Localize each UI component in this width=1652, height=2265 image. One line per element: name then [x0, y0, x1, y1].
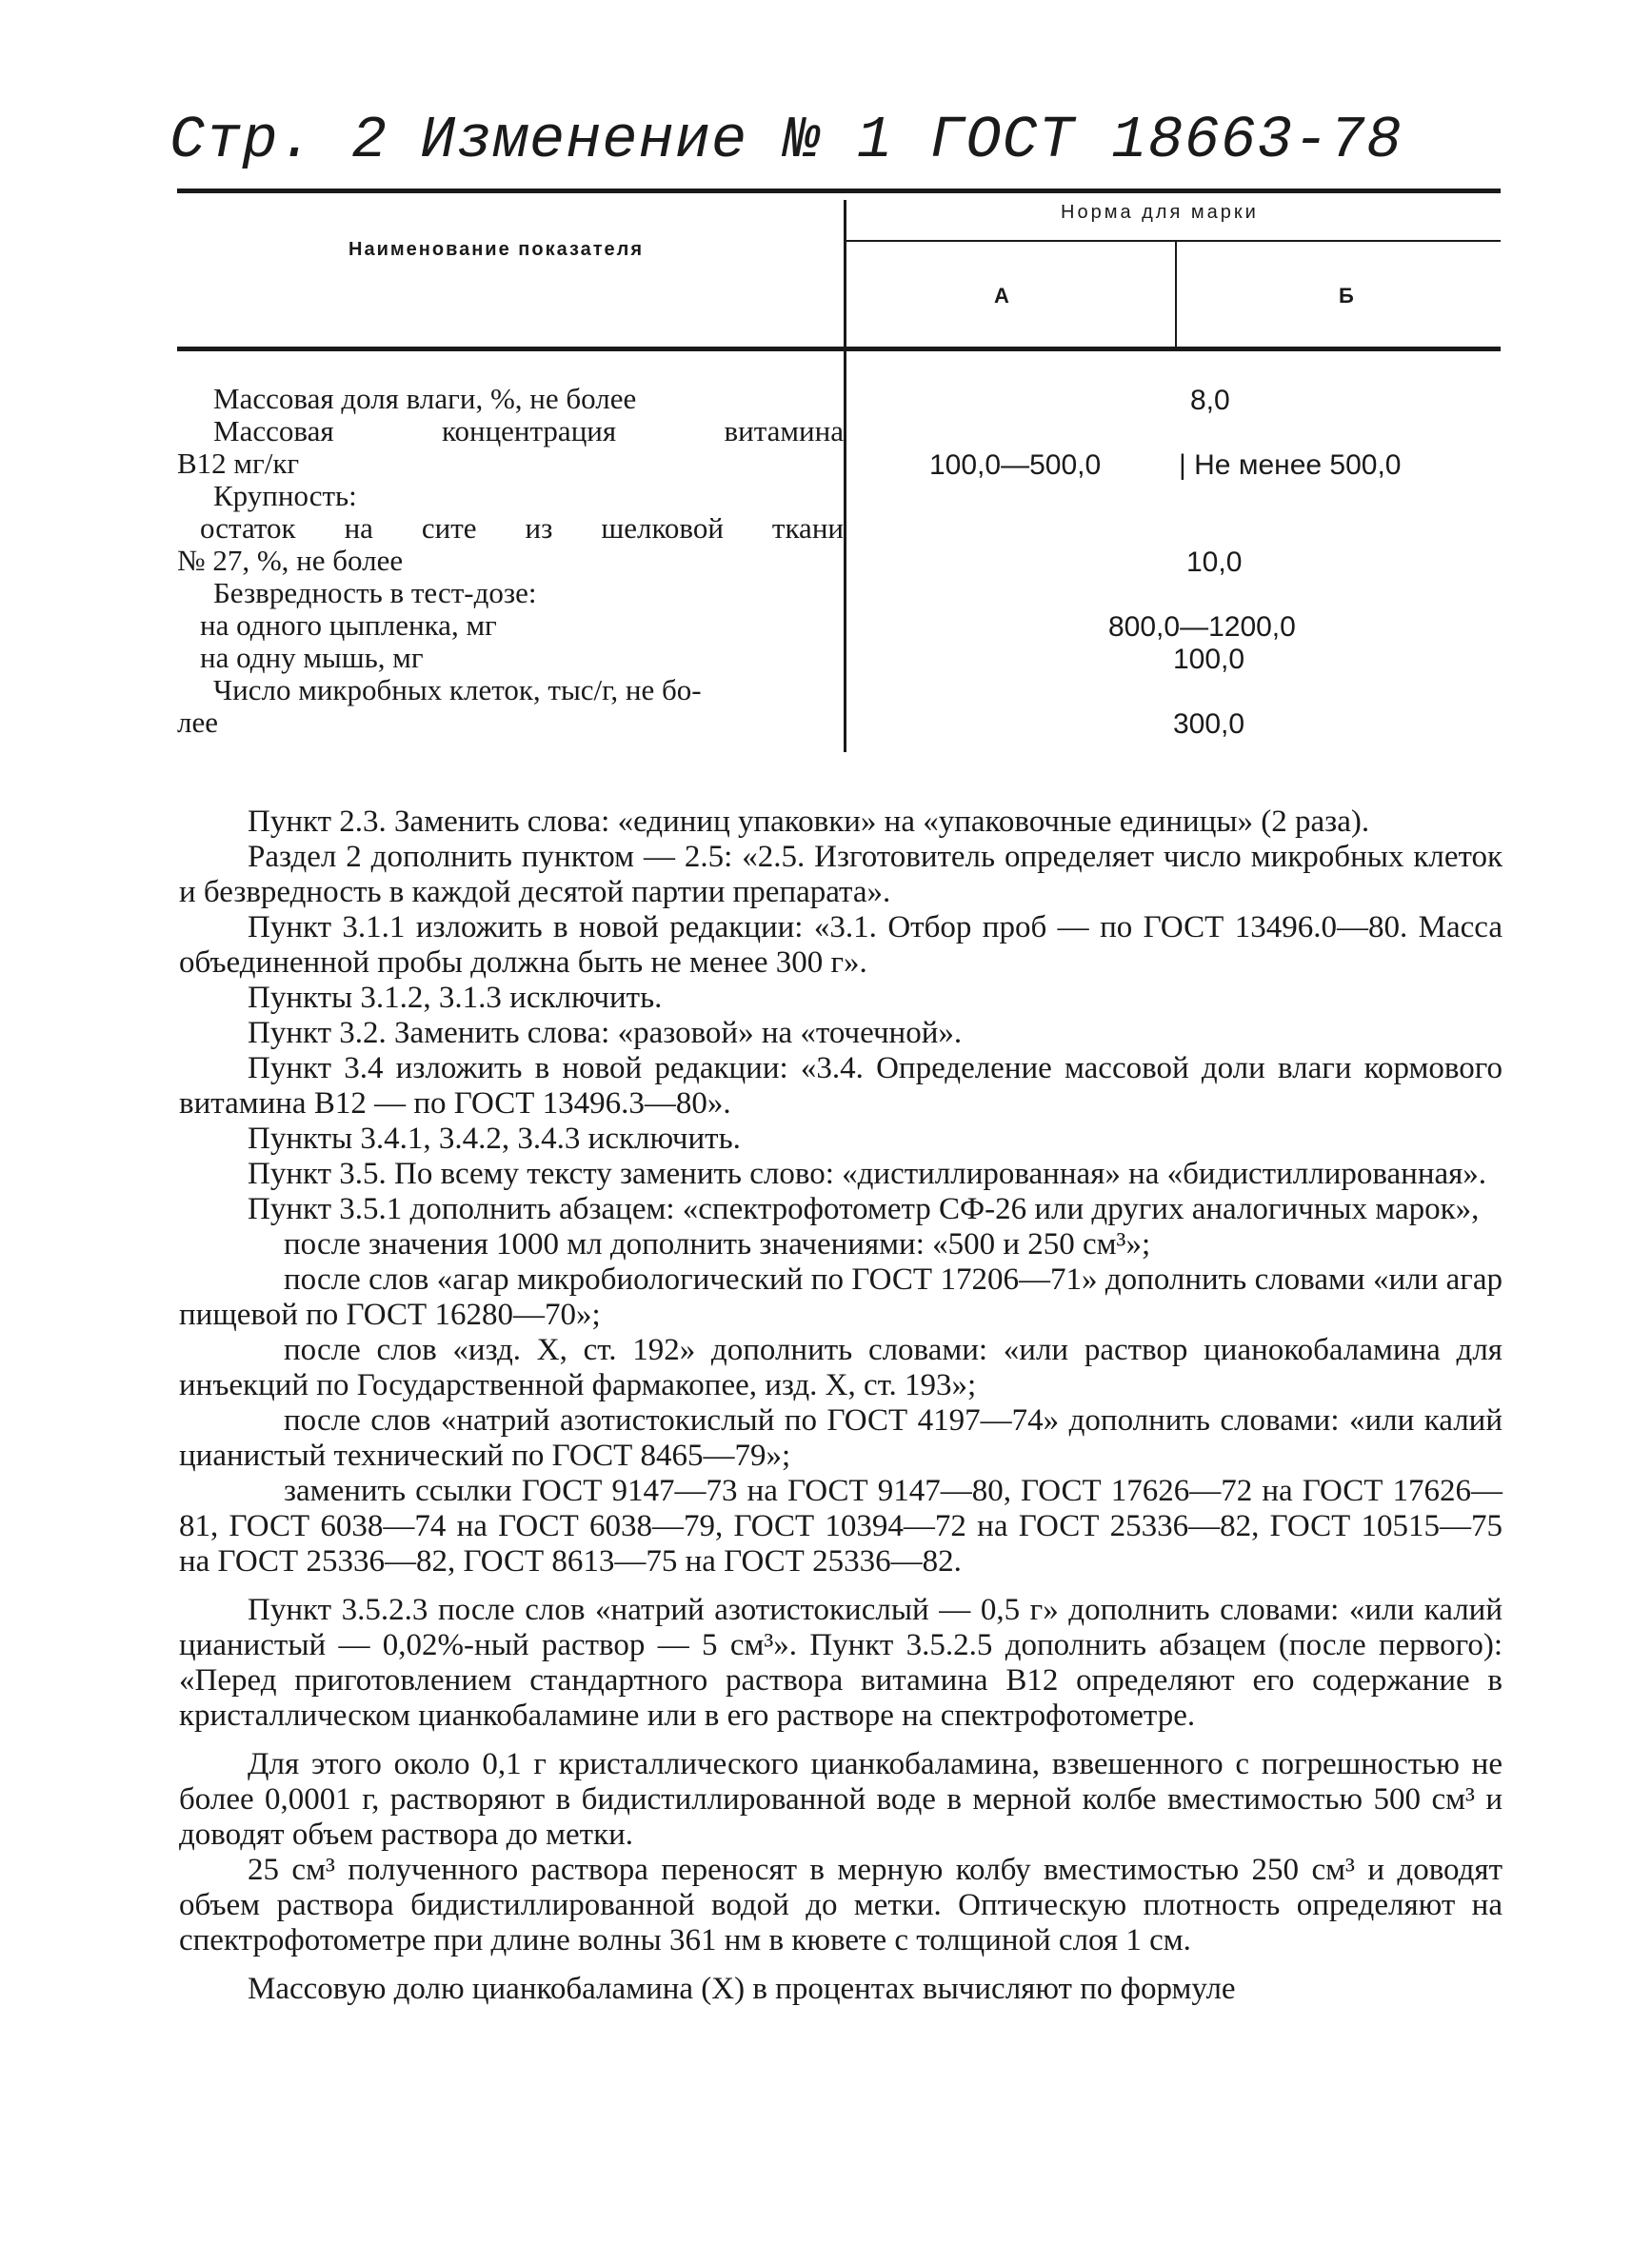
paragraph: Пункт 2.3. Заменить слова: «единиц упаковки» на «упаковочные единицы» (2 раза). — [248, 805, 1370, 839]
row-mouse-label: на одну мышь, мг — [200, 641, 424, 674]
row-chick-label: на одного цыпленка, мг — [200, 608, 497, 642]
table-header-rule — [177, 347, 1501, 351]
paragraph: 25 см³ полученного раствора переносят в мерную колбу вместимостью 250 см³ и доводят объем раствора бидистиллированной водой до метки. Оптическую плотность определяют на спектрофотометре при длине волны 361 нм в кювете с толщиной слоя 1 см. — [179, 1853, 1503, 1957]
paragraph: Пункты 3.1.2, 3.1.3 исключить. — [248, 981, 663, 1015]
change-title: Изменение № 1 ГОСТ 18663-78 — [420, 107, 1403, 174]
change-text — [179, 805, 1503, 2007]
paragraph: Пункт 3.2. Заменить слова: «разовой» на «точечной». — [248, 1016, 963, 1050]
row-vitamin-label: Массовая концентрация витамина — [213, 414, 844, 447]
row-moisture-label: Массовая доля влаги, %, не более — [213, 382, 637, 415]
header-norm: Норма для марки — [1061, 202, 1259, 223]
paragraph: Пункт 3.5.1 дополнить абзацем: «спектрофотометр СФ-26 или других аналогичных марок», — [248, 1192, 1480, 1226]
paragraph: Пункт 3.1.1 изложить в новой редакции: «3.1. Отбор проб — по ГОСТ 13496.0—80. Масса объединенной пробы должна быть не менее 300 г». — [179, 910, 1503, 980]
table-col-divider — [844, 200, 846, 752]
header-grade-b: Б — [1339, 284, 1356, 308]
row-mouse-value: 100,0 — [1173, 644, 1245, 675]
header-indicator-name: Наименование показателя — [348, 239, 645, 260]
row-size-label: Крупность: — [213, 479, 357, 512]
paragraph: Раздел 2 дополнить пунктом — 2.5: «2.5. Изготовитель определяет число микробных клеток и безвредность в каждой десятой партии препарата». — [179, 840, 1503, 909]
paragraph: после слов «агар микробиологический по ГОСТ 17206—71» дополнить словами «или агар пищевой по ГОСТ 16280—70»; — [179, 1262, 1503, 1332]
norms-table — [177, 189, 1501, 760]
row-vitamin-value-a: 100,0—500,0 — [929, 449, 1102, 481]
paragraph: Пункт 3.4 изложить в новой редакции: «3.4. Определение массовой доли влаги кормового витамина В12 — по ГОСТ 13496.3—80». — [179, 1051, 1503, 1121]
row-sieve-label: остаток на сите из шелковой ткани — [200, 511, 844, 545]
table-ab-divider — [1175, 242, 1177, 347]
paragraph: Пункт 3.5. По всему тексту заменить слово: «дистиллированная» на «бидистиллированная». — [248, 1157, 1487, 1191]
row-vitamin-value-b: | Не менее 500,0 — [1179, 449, 1402, 481]
page-header — [169, 107, 1435, 174]
paragraph: Массовую долю цианкобаламина (X) в процентах вычисляют по формуле — [248, 1972, 1236, 2006]
row-microbe-label: Число микробных клеток, тыс/г, не бо- — [213, 673, 702, 706]
paragraph: после слов «изд. X, ст. 192» дополнить словами: «или раствор цианокобаламина для инъекций по Государственной фармакопее, изд. X, ст. 193»; — [179, 1333, 1503, 1402]
paragraph: заменить ссылки ГОСТ 9147—73 на ГОСТ 9147—80, ГОСТ 17626—72 на ГОСТ 17626—81, ГОСТ 6038—74 на ГОСТ 6038—79, ГОСТ 10394—72 на ГОСТ 25336—82, ГОСТ 10515—75 на ГОСТ 25336—82, ГОСТ 8613—75 на ГОСТ 25336—82. — [179, 1474, 1503, 1579]
row-microbe-label-cont: лее — [177, 705, 218, 739]
page-number: Стр. 2 — [169, 107, 388, 174]
row-sieve-label-cont: № 27, %, не более — [177, 544, 404, 577]
row-safety-label: Безвредность в тест-дозе: — [213, 576, 537, 609]
paragraph: Пункты 3.4.1, 3.4.2, 3.4.3 исключить. — [248, 1122, 741, 1156]
row-moisture-value: 8,0 — [1190, 385, 1230, 416]
row-vitamin-label-cont: В12 мг/кг — [177, 447, 300, 480]
table-top-rule — [177, 189, 1501, 193]
paragraph: после значения 1000 мл дополнить значениями: «500 и 250 см³»; — [284, 1227, 1151, 1262]
row-chick-value: 800,0—1200,0 — [1108, 611, 1296, 643]
row-microbe-value: 300,0 — [1173, 708, 1245, 740]
table-norm-rule — [846, 240, 1501, 242]
paragraph: Для этого около 0,1 г кристаллического цианкобаламина, взвешенного с погрешностью не более 0,0001 г, растворяют в бидистиллированной воде в мерной колбе вместимостью 500 см³ и доводят объем раствора до метки. — [179, 1747, 1503, 1852]
header-grade-a: А — [994, 284, 1011, 308]
paragraph: Пункт 3.5.2.3 после слов «натрий азотистокислый — 0,5 г» дополнить словами: «или калий цианистый — 0,02%-ный раствор — 5 см³». Пункт 3.5.2.5 дополнить абзацем (после первого): «Перед приготовлением стандартного раствора витамина В12 определяют его содержание в кристаллическом цианкобаламине или в его растворе на спектрофотометре. — [179, 1593, 1503, 1733]
paragraph: после слов «натрий азотистокислый по ГОСТ 4197—74» дополнить словами: «или калий цианистый технический по ГОСТ 8465—79»; — [179, 1403, 1503, 1473]
row-sieve-value: 10,0 — [1186, 546, 1243, 578]
